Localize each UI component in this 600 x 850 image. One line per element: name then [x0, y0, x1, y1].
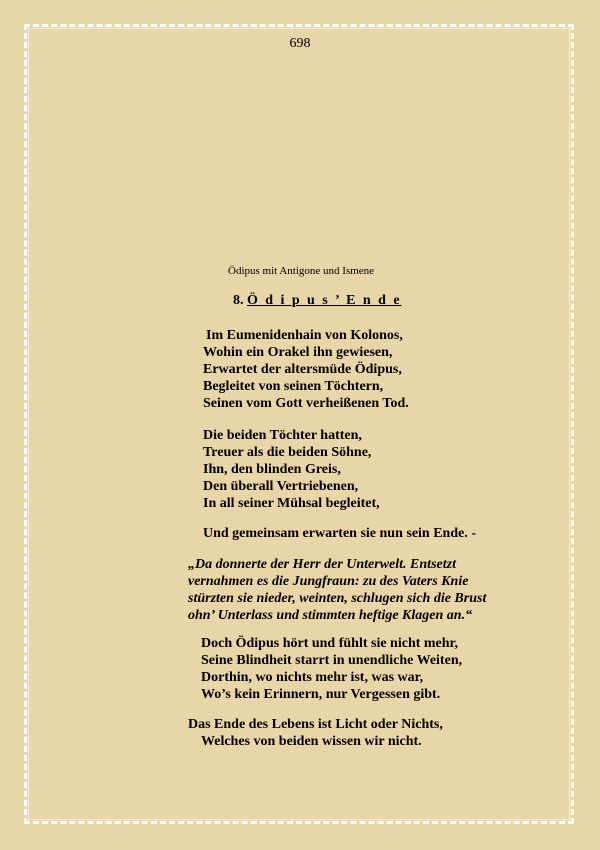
quote-line: stürzten sie nieder, weinten, schlugen sich die Brust [188, 591, 487, 606]
quote-line: vernahmen es die Jungfraun: zu des Vaters Knie [188, 574, 469, 589]
verse-line: Und gemeinsam erwarten sie nun sein Ende. - [203, 526, 477, 541]
quote-block [188, 556, 486, 624]
verse-line: Seinen vom Gott verheißenen Tod. [203, 396, 409, 411]
quote-line: „Da donnerte der Herr der Unterwelt. Entsetzt [188, 557, 456, 572]
quote-line: ohn’ Unterlass und stimmten heftige Klagen an.“ [188, 608, 473, 623]
verse-line: Im Eumenidenhain von Kolonos, [206, 328, 403, 343]
image-caption: Ödipus mit Antigone und Ismene [228, 265, 375, 277]
verse-line: Treuer als die beiden Söhne, [203, 445, 372, 460]
stanza-5 [188, 716, 443, 750]
stanza-2 [203, 427, 380, 512]
verse-line: Ihn, den blinden Greis, [203, 462, 341, 477]
verse-line: In all seiner Mühsal begleitet, [203, 496, 380, 511]
verse-line: Die beiden Töchter hatten, [203, 428, 362, 443]
verse-line: Erwartet der altersmüde Ödipus, [203, 362, 402, 377]
verse-line: Seine Blindheit starrt in unendliche Weiten, [201, 653, 463, 668]
verse-line: Den überall Vertriebenen, [203, 479, 359, 494]
verse-line: Das Ende des Lebens ist Licht oder Nichts, [188, 717, 443, 732]
verse-line: Begleitet von seinen Töchtern, [203, 379, 384, 394]
verse-line: Doch Ödipus hört und fühlt sie nicht mehr, [201, 636, 458, 651]
poem-title [233, 293, 402, 309]
page-number: 698 [289, 36, 311, 51]
poem-title-text: Ö d i p u s ’ E n d e [247, 293, 402, 308]
stanza-1 [203, 327, 409, 412]
verse-line: Wohin ein Orakel ihn gewiesen, [203, 345, 393, 360]
verse-line: Welches von beiden wissen wir nicht. [201, 734, 422, 749]
poem-number: 8. [233, 293, 244, 308]
stanza-4 [201, 635, 462, 703]
stanza-3 [203, 525, 476, 542]
verse-line: Wo’s kein Erinnern, nur Vergessen gibt. [201, 687, 441, 702]
verse-line: Dorthin, wo nichts mehr ist, was war, [201, 670, 424, 685]
